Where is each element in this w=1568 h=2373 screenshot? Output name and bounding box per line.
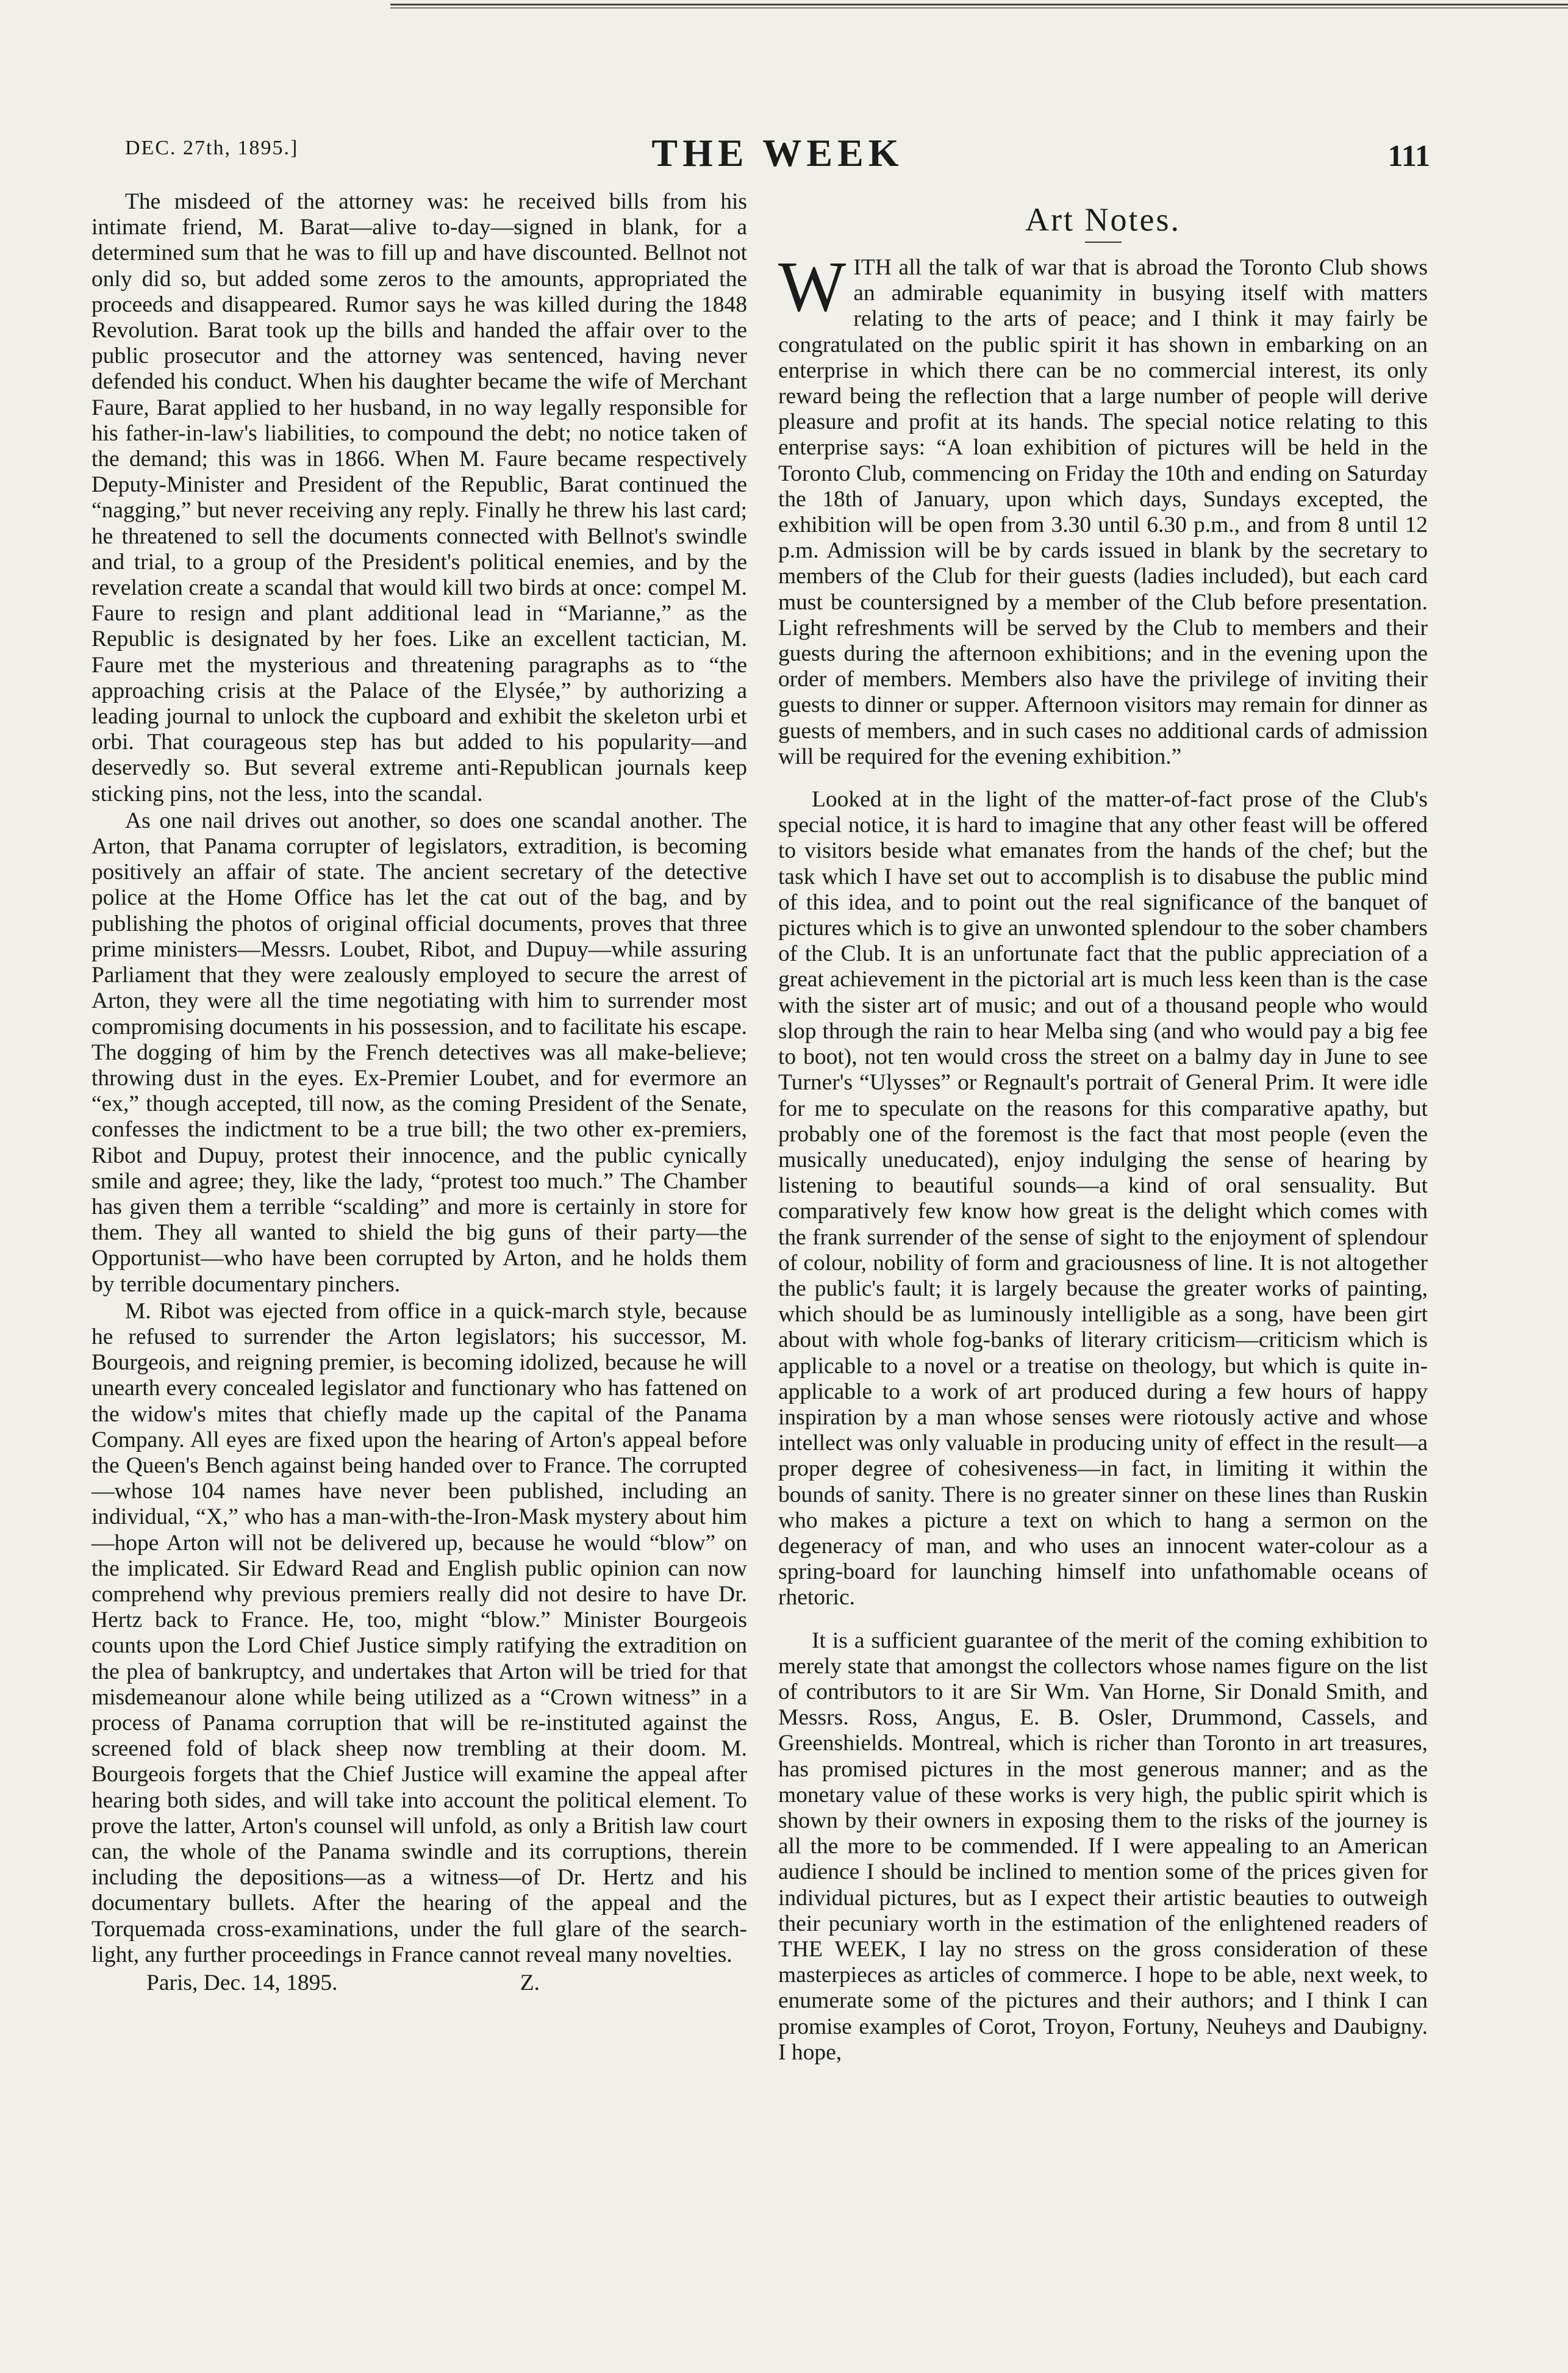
article-paragraph: It is a sufficient guarantee of the merit of the coming exhibition to merely state that amongst the collectors whose names figure on the list of contributors to it are Sir Wm. Van Horne, Sir Donald Smith, and Messrs. Ross, Angus, E. B. Osler, Drummond, Cassels, and Greenshields. Montreal, which is richer than Toronto in art treasures, has promised pictures in the most generous manner; and as the monetary value of these works is very high, the public spirit which is shown by their owners in exposing them to the risks of the journey is all the more to be commended. If I were appealing to an American audience I should be inclined to mention some of the prices given for individual pictures, but as I expect their artistic beauties to outweigh their pecuniary worth in the estimation of the enlightened readers of THE WEEK, I lay no stress on the gross consideration of these masterpieces as articles of commerce. I hope to be able, next week, to enumerate some of the pictures and their authors; and I think I can promise examples of Corot, Troyon, Fortuny, Neuheys and Daubigny. I hope, [778, 1628, 1428, 2065]
issue-date: DEC. 27th, 1895.] [125, 137, 299, 159]
top-border-rule [390, 4, 1568, 10]
page-header [125, 131, 1430, 173]
publication-title: THE WEEK [651, 131, 904, 174]
heading-divider [1085, 242, 1122, 243]
article-paragraph: Looked at in the light of the matter-of-fact prose of the Club's special notice, it is hard to imagine that any other feast will be offered to visitors beside what emanates from the hands of the chef; but the task which I have set out to accomplish is to disabuse the public mind of this idea, and to point out the real significance of the banquet of pictures which is to give an unwonted splendour to the sober chambers of the Club. It is an unfortunate fact that the public appreciation of a great achievement in the pictorial art is much less keen than is the case with the sister art of music; and out of a thousand people who would slop through the rain to hear Melba sing (and who would pay a big fee to boot), not ten would cross the street on a balmy day in June to see Turner's “Ulysses” or Regnault's portrait of General Prim. It were idle for me to speculate on the reasons for this comparative apathy, but probably one of the foremost is the fact that most people (even the musically uneducated), enjoy indulging the sense of hearing by listening to beautiful sounds—a kind of oral sensuality. But comparatively few know how great is the delight which comes with the frank surrender of the sense of sight to the enjoyment of splendour of colour, nobility of form and graciousness of line. It is not altogether the public's fault; it is largely because the greater works of painting, which should be as luminously intelligible as a song, have been girt about with whole fog-banks of literary criticism—criticism which is applicable to a novel or a treatise on theology, but which is quite in-applicable to a work of art produced during a few hours of happy inspiration by a man whose senses were riotously active and whose intellect was only valuable in producing unity of effect in the result—a proper degree of cohesiveness—in fact, in limiting it within the bounds of sanity. There is no greater sinner on these lines than Ruskin who makes a picture a text on which to hang a sermon on the degeneracy of man, and who uses an innocent water-colour as a spring-board for launching himself into unfathomable oceans of rhetoric. [778, 787, 1428, 1610]
article-signoff [91, 1970, 747, 1996]
article-paragraph: M. Ribot was ejected from office in a quick-march style, because he refused to surrender the Arton legislators; his successor, M. Bourgeois, and reigning premier, is becoming idolized, because he will unearth every concealed legislator and functionary who has fattened on the widow's mites that chiefly made up the capital of the Panama Company. All eyes are fixed upon the hearing of Arton's appeal before the Queen's Bench against being handed over to France. The corrupted—whose 104 names have never been published, including an individual, “X,” who has a man-with-the-Iron-Mask mystery about him—hope Arton will not be delivered up, because he would “blow” on the implicated. Sir Edward Read and English public opinion can now comprehend why previous premiers really did not desire to have Dr. Hertz back to France. He, too, might “blow.” Minister Bourgeois counts upon the Lord Chief Justice simply ratifying the extradition on the plea of bankruptcy, and undertakes that Arton will be tried for that misdemeanour alone while being utilized as a “Crown witness” in a process of Panama corruption that will be re-instituted against the screened fold of black sheep now trembling at their doom. M. Bourgeois forgets that the Chief Justice will examine the appeal after hearing both sides, and will take into account the political element. To prove the latter, Arton's counsel will unfold, as only a British law court can, the whole of the Panama swindle and its corruptions, therein including the depositions—as a witness—of Dr. Hertz and his documentary bullets. After the hearing of the appeal and the Torquemada cross-examinations, under the full glare of the search-light, any further proceedings in France cannot reveal many novelties. [91, 1298, 747, 1967]
section-heading: Art Notes. [1025, 201, 1181, 238]
author-signature: Z. [520, 1970, 540, 1996]
article-paragraph: The misdeed of the attorney was: he received bills from his intimate friend, M. Barat—alive to-day—signed in blank, for a determined sum that he was to fill up and have discounted. Bellnot not only did so, but added some zeros to the amounts, appropriated the proceeds and disappeared. Rumor says he was killed during the 1848 Revolution. Barat took up the bills and handed the affair over to the public prosecutor and the attorney was sentenced, having never defended his conduct. When his daughter became the wife of Merchant Faure, Barat applied to her husband, in no way legally responsible for his father-in-law's liabilities, to compound the debt; no notice taken of the demand; this was in 1866. When M. Faure became respectively Deputy-Minister and President of the Republic, Barat continued the “nagging,” but never receiving any reply. Finally he threw his last card; he threatened to sell the documents connected with Bellnot's swindle and trial, to a group of the President's political enemies, and by the revelation create a scandal that would kill two birds at once: compel M. Faure to resign and plant additional lead in “Marianne,” as the Republic is designated by her foes. Like an excellent tactician, M. Faure met the mysterious and threatening paragraphs as to “the approaching crisis at the Palace of the Elysée,” by authorizing a leading journal to unlock the cupboard and exhibit the skeleton urbi et orbi. That courageous step has but added to his popularity—and deservedly so. But several extreme anti-Republican journals keep sticking pins, not the less, into the scandal. [91, 189, 747, 806]
article-paragraph [778, 246, 1428, 770]
drop-cap: W [778, 246, 847, 326]
dateline: Paris, Dec. 14, 1895. [146, 1970, 338, 1996]
right-column [778, 201, 1428, 2066]
page-number: 111 [1387, 138, 1430, 173]
article-paragraph: As one nail drives out another, so does one scandal another. The Arton, that Panama corrupter of legislators, extradition, is becoming positively an affair of state. The ancient secretary of the detective police at the Home Office has let the cat out of the bag, and by publishing the photos of original official documents, proves that three prime ministers—Messrs. Loubet, Ribot, and Dupuy—while assuring Parliament that they were zealously employed to secure the arrest of Arton, they were all the time negotiating with him to surrender most compromising documents in his possession, and to facilitate his escape. The dogging of him by the French detectives was all make-believe; throwing dust in the eyes. Ex-Premier Loubet, and for evermore an “ex,” though accepted, till now, as the coming President of the Senate, confesses the indictment to be a true bill; the two other ex-premiers, Ribot and Dupuy, protest their innocence, and the public cynically smile and agree; they, like the lady, “protest too much.” The Chamber has given them a terrible “scalding” and more is certainly in store for them. They all wanted to shield the big guns of their party—the Opportunist—who have been corrupted by Arton, and he holds them by terrible documentary pinchers. [91, 808, 747, 1297]
paragraph-text: ITH all the talk of war that is abroad the Toronto Club shows an admirable equanimity in busying itself with matters relating to the arts of peace; and I think it may fairly be congratulated on the public spirit it has shown in embarking on an enterprise in which there can be no commercial interest, its only reward being the reflection that a large number of people will derive pleasure and profit at its hands. The special notice relating to this enterprise says: “A loan exhibition of pictures will be held in the Toronto Club, commencing on Friday the 10th and ending on Saturday the 18th of January, upon which days, Sundays excepted, the exhibition will be open from 3.30 until 6.30 p.m., and from 8 until 12 p.m. Admission will be by cards issued in blank by the secretary to members of the Club for their guests (ladies included), but each card must be countersigned by a member of the Club before presentation. Light refreshments will be served by the Club to members and their guests during the afternoon exhibitions; and in the evening upon the order of members. Members also have the privilege of inviting their guests to dinner or supper. Afternoon visitors may remain for dinner as guests of members, and in such cases no additional cards of admission will be required for the evening exhibition.” [778, 255, 1428, 769]
left-column [91, 189, 747, 1996]
